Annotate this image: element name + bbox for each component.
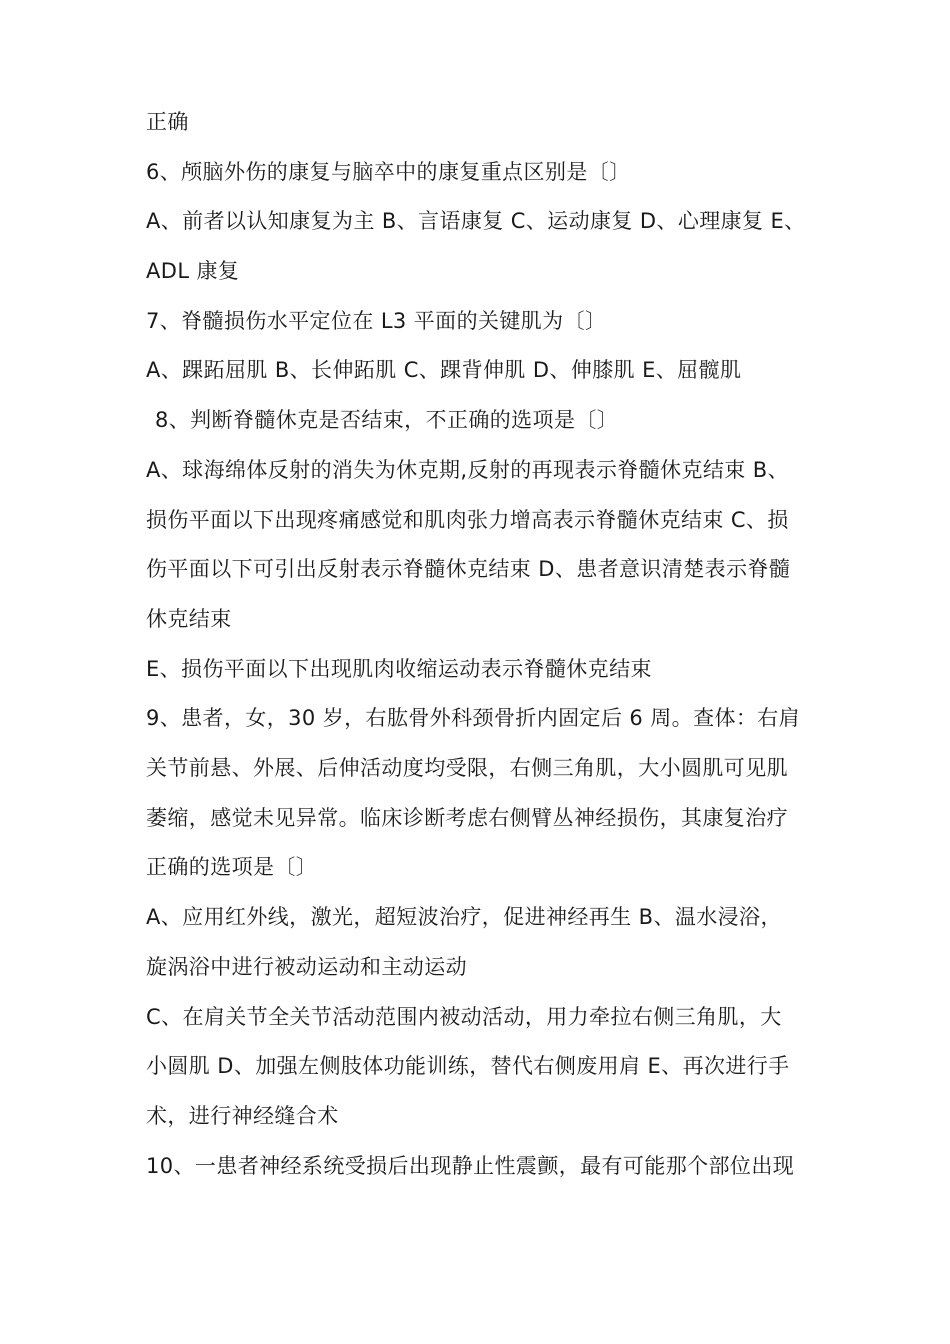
question-10-stem: 10、一患者神经系统受损后出现静止性震颤，最有可能那个部位出现 — [146, 1154, 795, 1178]
question-7-stem: 7、脊髓损伤水平定位在 L3 平面的关键肌为〔〕 — [146, 309, 607, 333]
question-8-stem: 8、判断脊髓休克是否结束，不正确的选项是〔〕 — [155, 408, 619, 432]
text-line: 正确 — [146, 110, 189, 134]
question-6-options-cont: ADL 康复 — [146, 259, 240, 283]
question-8-options-cont: 伤平面以下可引出反射表示脊髓休克结束 D、患者意识清楚表示脊髓 — [146, 557, 791, 581]
question-7-options: A、踝跖屈肌 B、长伸跖肌 C、踝背伸肌 D、伸膝肌 E、屈髋肌 — [146, 358, 742, 382]
question-9-options: A、应用红外线，激光，超短波治疗，促进神经再生 B、温水浸浴， — [146, 905, 782, 929]
question-9-stem-cont: 萎缩，感觉未见异常。临床诊断考虑右侧臂丛神经损伤，其康复治疗 — [146, 806, 788, 830]
question-6-options: A、前者以认知康复为主 B、言语康复 C、运动康复 D、心理康复 E、 — [146, 209, 806, 233]
question-8-options-cont: 休克结束 — [146, 607, 232, 631]
question-9-stem-cont: 正确的选项是〔〕 — [146, 855, 318, 879]
question-9-stem-cont: 关节前悬、外展、后伸活动度均受限，右侧三角肌，大小圆肌可见肌 — [146, 756, 788, 780]
question-9-options-cont: 旋涡浴中进行被动运动和主动运动 — [146, 955, 467, 979]
question-9-stem: 9、患者，女，30 岁，右肱骨外科颈骨折内固定后 6 周。查体：右肩 — [146, 706, 801, 730]
question-6-stem: 6、颅脑外伤的康复与脑卒中的康复重点区别是〔〕 — [146, 160, 631, 184]
question-9-option-c: C、在肩关节全关节活动范围内被动活动，用力牵拉右侧三角肌，大 — [146, 1005, 782, 1029]
question-8-options-cont: 损伤平面以下出现疼痛感觉和肌肉张力增高表示脊髓休克结束 C、损 — [146, 508, 789, 532]
question-9-options-cont: 小圆肌 D、加强左侧肢体功能训练，替代右侧废用肩 E、再次进行手 — [146, 1054, 790, 1078]
question-9-options-cont: 术，进行神经缝合术 — [146, 1104, 339, 1128]
question-8-options: A、球海绵体反射的消失为休克期,反射的再现表示脊髓休克结束 B、 — [146, 458, 789, 482]
question-8-option-e: E、损伤平面以下出现肌肉收缩运动表示脊髓休克结束 — [146, 657, 652, 681]
